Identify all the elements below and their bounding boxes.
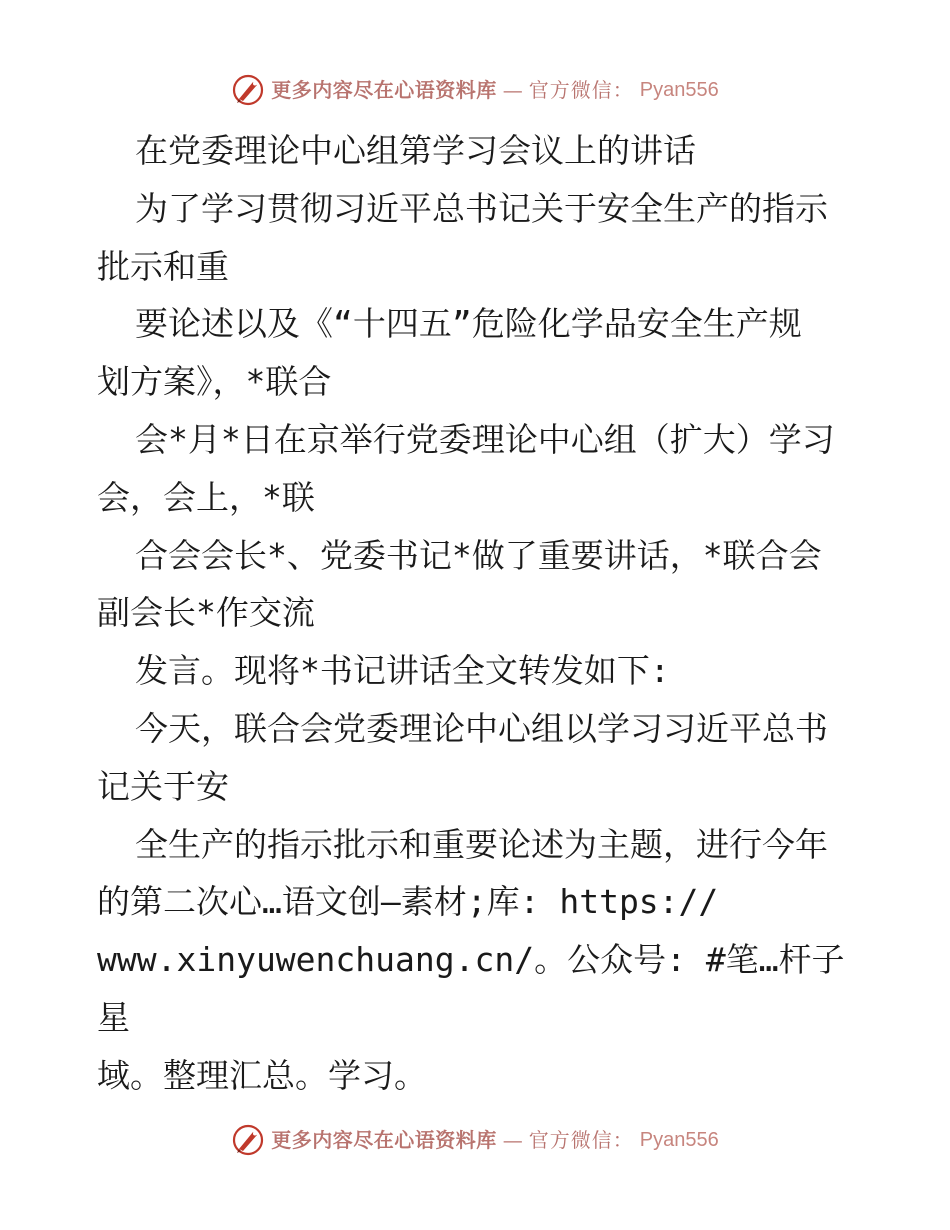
pen-logo-icon: [231, 73, 265, 107]
paragraph: 划方案》，*联合: [97, 362, 332, 402]
paragraph-title: 在党委理论中心组第学习会议上的讲话: [135, 131, 696, 170]
paragraph: 记关于安: [97, 766, 229, 806]
document-body: [97, 122, 857, 1105]
pen-logo-icon: [231, 1123, 265, 1157]
paragraph: 今天，联合会党委理论中心组以学习习近平总书: [135, 708, 828, 748]
paragraph: www.xinyuwenchuang.cn/。公众号: #笔…杆子星: [97, 940, 845, 1037]
footer-banner: [0, 1120, 950, 1160]
banner-wechat-id: Pyan556: [639, 79, 719, 101]
paragraph: 域。整理汇总。学习。: [97, 1055, 427, 1095]
paragraph: 批示和重: [97, 246, 229, 286]
banner-dash: —: [502, 78, 523, 102]
paragraph: 要论述以及《“十四五”危险化学品安全生产规: [135, 304, 802, 344]
banner-wechat-id: Pyan556: [639, 1129, 719, 1151]
paragraph: 为了学习贯彻习近平总书记关于安全生产的指示: [135, 188, 828, 228]
banner-wechat-label: 官方微信：: [528, 78, 634, 102]
banner: [231, 73, 718, 107]
banner-dash: —: [502, 1128, 523, 1152]
paragraph: 的第二次心…语文创—素材;库: https://: [97, 882, 719, 922]
banner-wechat-label: 官方微信：: [528, 1128, 634, 1152]
banner-title: 更多内容尽在心语资料库: [271, 78, 497, 102]
header-banner: [0, 70, 950, 110]
paragraph: 会，会上，*联: [97, 477, 315, 517]
banner-title: 更多内容尽在心语资料库: [271, 1128, 497, 1152]
paragraph: 全生产的指示批示和重要论述为主题，进行今年: [135, 824, 828, 864]
paragraph: 会*月*日在京举行党委理论中心组（扩大）学习: [135, 419, 835, 459]
paragraph: 发言。现将*书记讲话全文转发如下:: [135, 651, 670, 691]
paragraph: 合会会长*、党委书记*做了重要讲话，*联合会: [135, 535, 822, 575]
paragraph: 副会长*作交流: [97, 593, 315, 633]
banner: [231, 1123, 718, 1157]
